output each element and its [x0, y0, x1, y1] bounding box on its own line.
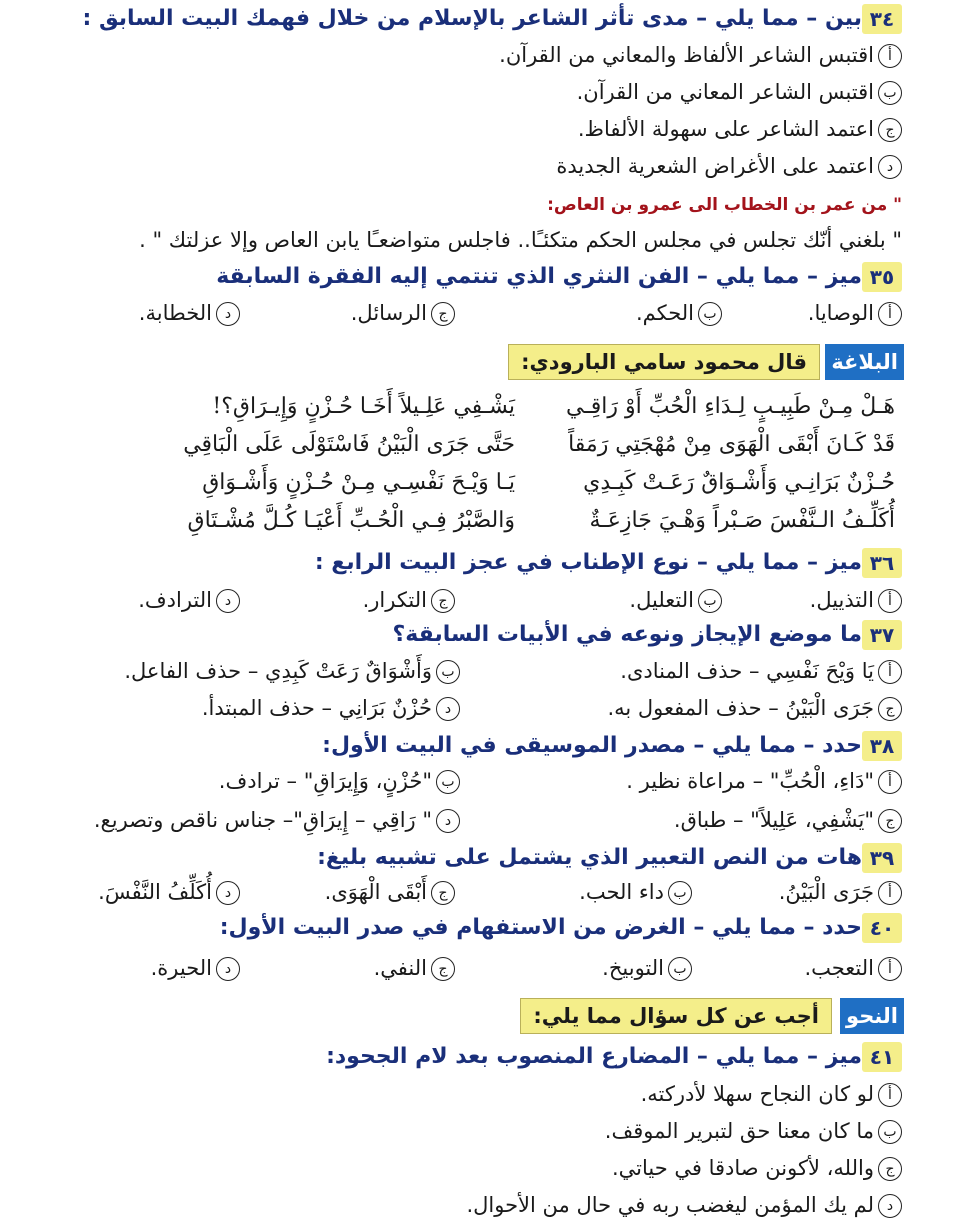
option-text: لو كان النجاح سهلا لأدركته. [640, 1082, 874, 1106]
question-text: ميز – مما يلي – المضارع المنصوب بعد لام الجحود: [326, 1044, 862, 1069]
option-letter-circle: ج [431, 589, 455, 613]
option-letter-circle: د [436, 697, 460, 721]
option-b[interactable] [579, 877, 692, 907]
option-text: اقتبس الشاعر المعاني من القرآن. [576, 80, 874, 104]
option-c[interactable] [325, 877, 455, 907]
option-a[interactable] [499, 40, 902, 70]
option-letter-circle: ج [431, 881, 455, 905]
passage-quote: " بلغني أنّك تجلس في مجلس الحكم متكئـًا.. فاجلس متواضعـًا يابن العاص وإلا عزلتك " . [139, 228, 902, 252]
option-letter-circle: د [216, 957, 240, 981]
option-text: اعتمد على الأغراض الشعرية الجديدة [556, 154, 874, 178]
option-letter-circle: ب [878, 81, 902, 105]
option-d[interactable] [138, 585, 240, 615]
option-a[interactable] [808, 298, 902, 328]
option-text: أُكَلِّفُ النَّفْسَ. [98, 880, 212, 904]
option-text: الحيرة. [150, 956, 212, 980]
option-letter-circle: ج [878, 809, 902, 833]
option-letter-circle: ب [668, 881, 692, 905]
option-d[interactable] [466, 1190, 902, 1220]
question-number: ٣٨ [862, 731, 902, 761]
option-text: أَبْقَى الْهَوَى. [324, 880, 427, 904]
verse-3-first-hemistich: حُـزْنٌ بَرَانِـي وَأَشْـوَاقٌ رَعَـتْ كَبِـدِي [583, 470, 895, 495]
verse-2-first-hemistich: قَدْ كَـانَ أَبْقَى الْهَوَى مِنْ مُهْجَتِي رَمَقاً [568, 432, 895, 457]
option-d[interactable] [94, 805, 460, 835]
option-letter-circle: د [216, 589, 240, 613]
option-letter-circle: ب [698, 589, 722, 613]
option-text: الرسائل. [350, 301, 427, 325]
option-d[interactable] [151, 953, 240, 983]
question-text: هات من النص التعبير الذي يشتمل على تشبيه بليغ: [317, 845, 862, 870]
option-letter-circle: ب [668, 957, 692, 981]
section-label-nahw: النحو [840, 998, 904, 1034]
option-text: يَا وَيْحَ نَفْسِي – حذف المنادى. [620, 659, 874, 683]
option-letter-circle: د [436, 809, 460, 833]
option-text: لم يك المؤمن ليغضب ربه في حال من الأحوال. [466, 1193, 874, 1217]
verse-4-second-hemistich: وَالصَّبْرُ فِـي الْحُـبِّ أَعْيَـا كُـلَّ مُشْـتَاقِ [187, 508, 515, 533]
option-text: جَرَى الْبَيْنُ. [778, 880, 874, 904]
option-text: التذييل. [809, 588, 874, 612]
option-c[interactable] [674, 805, 902, 835]
question-text: بين – مما يلي – مدى تأثر الشاعر بالإسلام من خلال فهمك البيت السابق : [82, 6, 862, 31]
verse-2-second-hemistich: حَتَّى جَرَى الْبَيْنُ فَاسْتَوْلَى عَلَى الْبَاقِي [183, 432, 515, 457]
option-b[interactable] [577, 77, 902, 107]
option-a[interactable] [626, 766, 902, 796]
option-text: وَأَشْوَاقٌ رَعَتْ كَبِدِي – حذف الفاعل. [124, 659, 432, 683]
option-text: جَرَى الْبَيْنُ – حذف المفعول به. [607, 696, 874, 720]
option-text: الترادف. [138, 588, 212, 612]
option-d[interactable] [139, 298, 240, 328]
option-text: والله، لأكونن صادقا في حياتي. [611, 1156, 874, 1180]
option-text: "يَشْفِي، عَلِيلاً" – طباق. [673, 808, 874, 832]
question-text: ميز – مما يلي – نوع الإطناب في عجز البيت الرابع : [314, 550, 862, 575]
option-letter-circle: ج [878, 118, 902, 142]
option-b[interactable] [219, 766, 460, 796]
verse-1-first-hemistich: هَـلْ مِـنْ طَبِيـبٍ لِـدَاءِ الْحُبِّ أَوْ رَاقِـي [565, 394, 895, 419]
question-text: ما موضع الإيجاز ونوعه في الأبيات السابقة؟ [392, 622, 862, 647]
option-d[interactable] [202, 693, 460, 723]
option-letter-circle: أ [878, 660, 902, 684]
option-a[interactable] [804, 953, 902, 983]
option-text: التعليل. [629, 588, 694, 612]
question-number: ٣٤ [862, 4, 902, 34]
option-letter-circle: د [216, 302, 240, 326]
option-a[interactable] [641, 1079, 902, 1109]
section-label-balagha: البلاغة [825, 344, 904, 380]
option-letter-circle: ب [436, 770, 460, 794]
option-text: اعتمد الشاعر على سهولة الألفاظ. [577, 117, 874, 141]
option-letter-circle: ب [698, 302, 722, 326]
option-letter-circle: أ [878, 881, 902, 905]
option-text: التعجب. [804, 956, 874, 980]
option-text: التكرار. [362, 588, 427, 612]
option-letter-circle: أ [878, 957, 902, 981]
option-letter-circle: أ [878, 44, 902, 68]
option-letter-circle: ج [431, 302, 455, 326]
section-title: أجب عن كل سؤال مما يلي: [520, 998, 832, 1034]
passage-source: " من عمر بن الخطاب الى عمرو بن العاص: [547, 195, 902, 215]
option-b[interactable] [602, 953, 692, 983]
option-letter-circle: د [878, 1194, 902, 1218]
option-a[interactable] [620, 656, 902, 686]
section-title: قال محمود سامي البارودي: [508, 344, 820, 380]
option-text: الخطابة. [138, 301, 212, 325]
option-text: حُزْنٌ بَرَانِي – حذف المبتدأ. [201, 696, 432, 720]
option-a[interactable] [810, 585, 902, 615]
question-number: ٣٥ [862, 262, 902, 292]
question-number: ٤١ [862, 1042, 902, 1072]
option-b[interactable] [629, 585, 722, 615]
option-letter-circle: ج [431, 957, 455, 981]
option-letter-circle: أ [878, 302, 902, 326]
option-letter-circle: د [216, 881, 240, 905]
question-number: ٣٩ [862, 843, 902, 873]
option-text: " رَاقِي – إِيرَاقِ"– جناس ناقص وتصريع. [93, 808, 432, 832]
option-b[interactable] [124, 656, 460, 686]
option-letter-circle: د [878, 155, 902, 179]
option-c[interactable] [374, 953, 455, 983]
option-text: داء الحب. [579, 880, 664, 904]
option-text: الوصايا. [807, 301, 874, 325]
option-c[interactable] [578, 114, 902, 144]
option-a[interactable] [779, 877, 902, 907]
option-c[interactable] [607, 693, 902, 723]
option-text: الحكم. [635, 301, 694, 325]
question-text: حدد – مما يلي – مصدر الموسيقى في البيت الأول: [322, 733, 862, 758]
option-letter-circle: ب [878, 1120, 902, 1144]
verse-1-second-hemistich: يَشْـفِي عَلِـيلاً أَخَـا حُـزْنٍ وَإِيـرَاقِ؟! [212, 394, 515, 419]
question-text: حدد – مما يلي – الغرض من الاستفهام في صدر البيت الأول: [219, 915, 862, 940]
option-text: النفي. [373, 956, 427, 980]
question-text: ميز – مما يلي – الفن النثري الذي تنتمي إليه الفقرة السابقة [216, 264, 862, 289]
verse-4-first-hemistich: أُكَلِّـفُ الـنَّفْسَ صَـبْراً وَهْـيَ جَازِعَـةٌ [589, 508, 895, 533]
option-letter-circle: ب [436, 660, 460, 684]
option-c[interactable] [363, 585, 455, 615]
option-text: "حُزْنٍ، وَإِيرَاقِ" – ترادف. [218, 769, 432, 793]
option-c[interactable] [351, 298, 455, 328]
question-number: ٣٦ [862, 548, 902, 578]
option-letter-circle: ج [878, 1157, 902, 1181]
option-d[interactable] [98, 877, 240, 907]
option-text: التوبيخ. [602, 956, 664, 980]
question-number: ٤٠ [862, 913, 902, 943]
option-b[interactable] [605, 1116, 902, 1146]
option-b[interactable] [636, 298, 722, 328]
option-letter-circle: أ [878, 770, 902, 794]
verse-3-second-hemistich: يَـا وَيْـحَ نَفْسِـي مِـنْ حُـزْنٍ وَأَشْـوَاقِ [202, 470, 515, 495]
option-letter-circle: ج [878, 697, 902, 721]
option-text: "دَاءِ، الْحُبِّ" – مراعاة نظير . [626, 769, 874, 793]
option-d[interactable] [556, 151, 902, 181]
question-number: ٣٧ [862, 620, 902, 650]
option-text: اقتبس الشاعر الألفاظ والمعاني من القرآن. [499, 43, 874, 67]
option-c[interactable] [612, 1153, 902, 1183]
option-letter-circle: أ [878, 589, 902, 613]
option-text: ما كان معنا حق لتبرير الموقف. [604, 1119, 874, 1143]
option-letter-circle: أ [878, 1083, 902, 1107]
